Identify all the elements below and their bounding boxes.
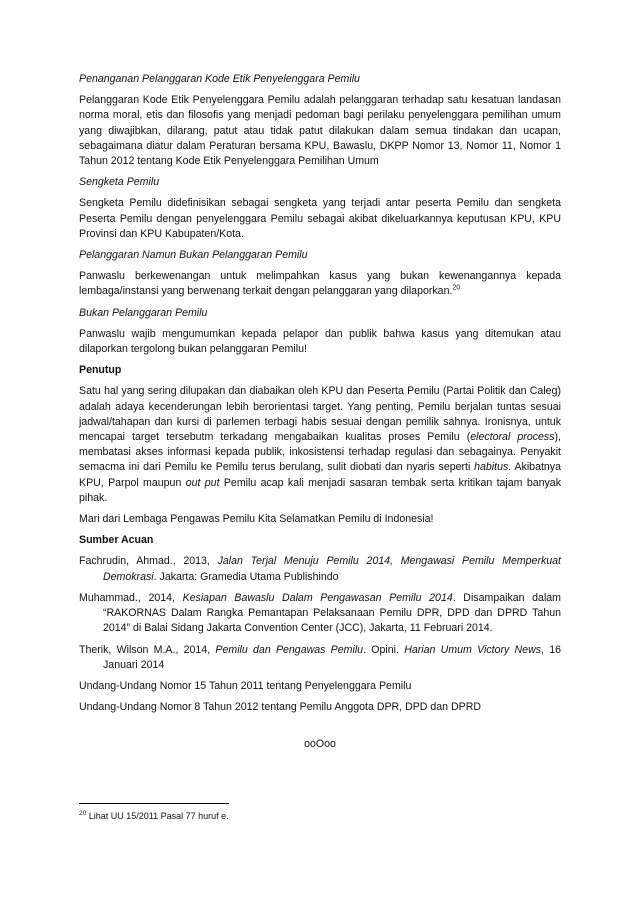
closing-mark: ooOoo — [304, 738, 336, 751]
text-run: Pemilu acap kali menjadi sasaran tembak serta kritikan tajam banyak pihak. — [79, 476, 561, 504]
section-heading-bukan-pelanggaran: Bukan Pelanggaran Pemilu — [79, 306, 208, 319]
footnote-text: Lihat UU 15/2011 Pasal 77 huruf e. — [86, 811, 229, 821]
reference-title: Pemilu dan Pengawas Pemilu — [215, 643, 364, 656]
paragraph-bukan-pelanggaran: Panwaslu wajib mengumumkan kepada pelapor dan publik bahwa kasus yang ditemukan atau dilaporkan tergolong bukan pelanggaran Pemilu! — [79, 327, 561, 356]
paragraph-penutup-1 — [79, 384, 561, 506]
footnote-divider — [79, 803, 229, 804]
text-run: Muhammad., 2014, — [79, 591, 183, 604]
reference-item: Undang-Undang Nomor 15 Tahun 2011 tentang Penyelenggara Pemilu — [79, 679, 412, 692]
reference-source: Harian Umum Victory News — [404, 643, 542, 656]
italic-term: habitus — [474, 461, 509, 474]
paragraph-bukan-pemilu-text: Panwaslu berkewenangan untuk melimpahkan kasus yang bukan kewenangannya kepada lembaga/instansi yang berwenang terkait dengan pelanggaran yang dilaporkan. — [79, 270, 561, 298]
section-heading-kode-etik: Penanganan Pelanggaran Kode Etik Penyelenggara Pemilu — [79, 73, 360, 85]
reference-title: Kesiapan Bawaslu Dalam Pengawasan Pemilu 2014 — [182, 591, 453, 604]
reference-item: Undang-Undang Nomor 8 Tahun 2012 tentang Pemilu Anggota DPR, DPD dan DPRD — [79, 701, 482, 714]
footnote-reference[interactable]: 20 — [452, 284, 461, 292]
text-run: , 16 Januari 2014 — [103, 643, 562, 671]
text-run: . Disampaikan dalam “RAKORNAS Dalam Rangka Pemantapan Pelaksanaan Pemilu DPR, DPD dan DPRD Tahun 2014” di Balai Sidang Jakarta Convention Center (JCC), Jakarta, 11 Februari 2014. — [103, 591, 562, 635]
italic-term: out put — [185, 476, 220, 489]
italic-term: electoral process — [470, 431, 555, 444]
text-run: . Akibatnya KPU, Parpol maupun — [79, 461, 561, 489]
text-run: Therik, Wilson M.A., 2014, — [79, 643, 216, 656]
heading-sumber-acuan: Sumber Acuan — [79, 534, 154, 547]
footnote — [79, 810, 229, 822]
paragraph-kode-etik: Pelanggaran Kode Etik Penyelenggara Pemilu adalah pelanggaran terhadap satu kesatuan landasan norma moral, etis dan filosofis yang menjadi pedoman bagi perilaku penyelenggara pemilihan umum yang diwajibkan, dilarang, patut atau tidak patut dilakukan dalam semua tindakan dan ucapan, sebagaimana diatur dalam Peraturan bersama KPU, Bawaslu, DKPP Nomor 13, Nomor 11, Nomor 1 Tahun 2012 tentang Kode Etik Penyelenggara Pemilihan Umum — [79, 94, 561, 168]
text-run: ), membatasi akses informasi kepada publik, inkosistensi terhadap regulasi dan sebagainya. Penyakit semacma ini dari Pemilu ke Pemilu terus berulang, sulit diobati dan nyaris seperti — [79, 431, 561, 474]
reference-item — [79, 591, 561, 637]
text-run: Satu hal yang sering dilupakan dan diabaikan oleh KPU dan Peserta Pemilu (Partai Politik dan Caleg) adalah adaya kecenderungan lebih berorientasi target. Yang penting, Pemilu berjalan tuntas sesuai jadwal/tahapan dan kursi di parlemen terbagi habis sesuai dengan pemilik sahnya. Ironisnya, untuk mencapai target tersebutm terkadang mengabaikan kualitas proses Pemilu ( — [79, 385, 561, 444]
section-heading-bukan-pemilu: Pelanggaran Namun Bukan Pelanggaran Pemilu — [79, 249, 308, 262]
heading-penutup: Penutup — [79, 364, 122, 377]
page-content — [79, 72, 561, 759]
text-run: . Jakarta: Gramedia Utama Publishindo — [153, 570, 339, 583]
footnote-mark: 20 — [79, 810, 87, 817]
text-run: Fachrudin, Ahmad., 2013, — [79, 555, 218, 568]
reference-item — [79, 643, 561, 673]
text-run: . Opini. — [363, 643, 405, 656]
paragraph-bukan-pemilu — [79, 269, 561, 299]
paragraph-penutup-2: Mari dari Lembaga Pengawas Pemilu Kita Selamatkan Pemilu di Indonesia! — [79, 513, 434, 526]
reference-item — [79, 554, 561, 584]
reference-title: Jalan Terjal Menuju Pemilu 2014, Mengawasi Pemilu Memperkuat Demokrasi — [103, 555, 561, 583]
section-heading-sengketa: Sengketa Pemilu — [79, 176, 160, 189]
paragraph-sengketa: Sengketa Pemilu didefinisikan sebagai sengketa yang terjadi antar peserta Pemilu dan sengketa Peserta Pemilu dengan penyelenggara Pemilu sebagai akibat dikeluarkannya keputusan KPU, KPU Provinsi dan KPU Kabupaten/Kota. — [79, 197, 561, 240]
